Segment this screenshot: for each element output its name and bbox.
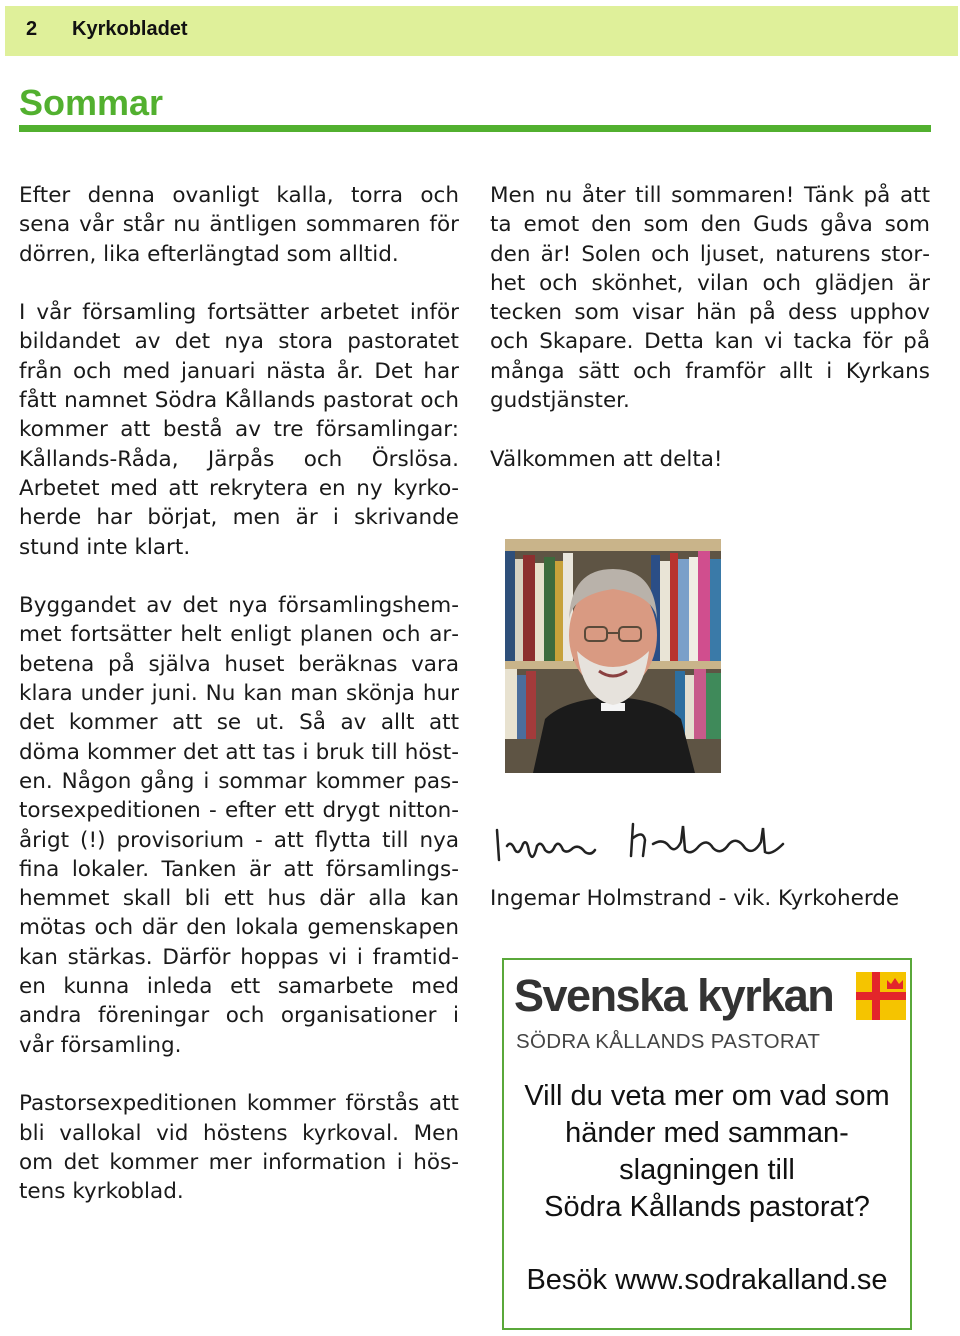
author-caption: Ingemar Holmstrand - vik. Kyrkoherde	[490, 886, 900, 911]
ad-question-line: händer med samman-	[565, 1117, 849, 1149]
paragraph: Välkommen att delta!	[490, 446, 723, 472]
title-rule	[19, 125, 931, 132]
pastorat-info-box	[502, 958, 912, 1330]
brand-name: Svenska kyrkan	[514, 970, 834, 1021]
brand-subtitle: SÖDRA KÅLLANDS PASTORAT	[516, 1030, 821, 1053]
paragraph: Byggandet av det nya församlingshemmet fortsätter helt enligt planen och arbetena på själva huset beräknas vara klara under juni. Nu kan man skönja hur det kommer att se ut. Så av allt att döma kommer det att tas i bruk till hösten. Någon gång i sommar kommer pastorsexpeditionen - efter ett drygt nittonårigt (!) provisorium - att flytta till nya fina lokaler. Tanken är att församlingshemmet skall bli ett hus där alla kan mötas och där den lokala gemenskapen kan stärkas. Därför hoppas vi i framtiden kunna inleda ett samarbete med andra föreningar och organisationer i vår församling.	[19, 593, 459, 1058]
church-crown-logo-icon	[856, 972, 906, 1020]
paragraph: Men nu åter till sommaren! Tänk på att ta emot den som den Guds gåva som den är! Solen och ljuset, naturens storhet och skönhet, vilan och glädjen är tecken som visar hän på dess upphov och Skapare. Detta kan vi tacka för på många sätt och framför allt i Kyrkans gudstjänster.	[490, 183, 930, 414]
publication-name: Kyrkobladet	[72, 18, 188, 40]
right-column	[490, 181, 930, 503]
website-link: Besök www.sodrakalland.se	[526, 1264, 888, 1296]
ad-question-line: slagningen till	[619, 1154, 795, 1186]
paragraph: I vår församling fortsätter arbetet inför bildandet av det nya stora pastoratet från och med januari nästa år. Det har fått namnet Södra Kållands pastorat och kommer att bestå av tre församlingar: Kållands-Råda, Järpås och Örslösa. Arbetet med att rekrytera en ny kyrkoherde har börjat, men är i skrivande stund inte klart.	[19, 300, 459, 560]
author-photo	[505, 539, 721, 773]
ad-question-line: Vill du veta mer om vad som	[524, 1080, 890, 1112]
ad-question-line: Södra Kållands pastorat?	[544, 1191, 870, 1223]
left-column	[19, 181, 459, 1236]
signature	[493, 820, 793, 870]
paragraph: Efter denna ovanligt kalla, torra och sena vår står nu äntligen sommaren för dörren, lika efterlängtad som alltid.	[19, 183, 459, 267]
paragraph: Pastorsexpeditionen kommer förstås att bli vallokal vid höstens kyrkoval. Men om det kommer mer information i höstens kyrkoblad.	[19, 1091, 459, 1205]
section-title: Sommar	[19, 82, 164, 123]
ad-question	[504, 1078, 910, 1226]
page-number: 2	[26, 18, 38, 40]
